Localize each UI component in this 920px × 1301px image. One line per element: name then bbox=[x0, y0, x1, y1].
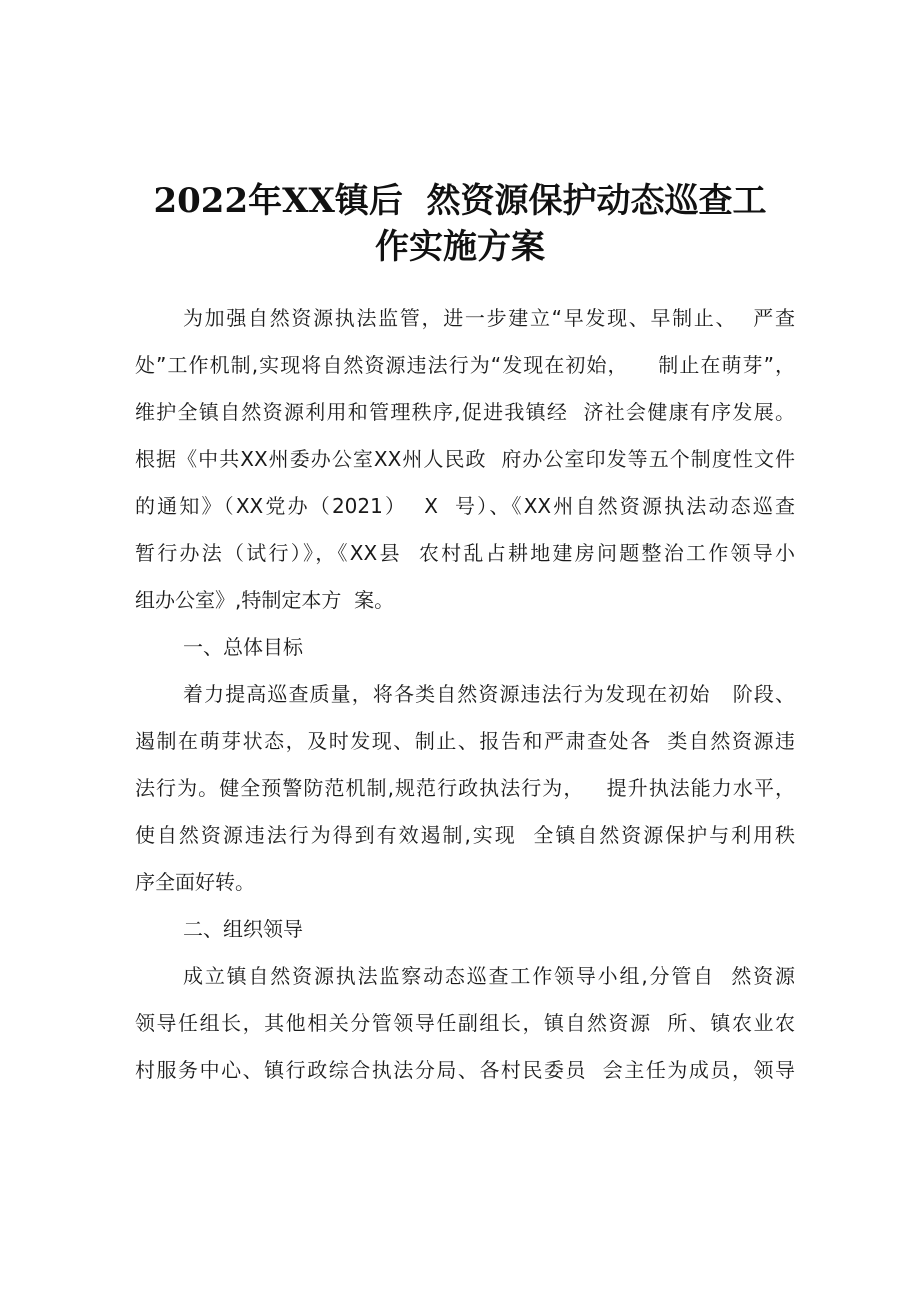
paragraph-line: 序全面好转。 bbox=[135, 870, 255, 894]
paragraph-line: 根据《中共XX州委办公室XX州人民政 府办公室印发等五个制度性文件 bbox=[135, 447, 795, 471]
paragraph-line: 维护全镇自然资源利用和管理秩序,促进我镇经 济社会健康有序发展。 bbox=[135, 400, 795, 424]
document-title bbox=[60, 178, 860, 270]
paragraph-line: 法行为。健全预警防范机制,规范行政执法行为， 提升执法能力水平， bbox=[135, 776, 795, 800]
paragraph-line: 成立镇自然资源执法监察动态巡查工作领导小组,分管自 然资源 bbox=[183, 964, 795, 988]
paragraph-line: 使自然资源违法行为得到有效遏制,实现 全镇自然资源保护与利用秩 bbox=[135, 823, 795, 847]
paragraph-line: 组办公室》,特制定本方 案。 bbox=[135, 588, 395, 612]
paragraph-line: 着力提高巡查质量，将各类自然资源违法行为发现在初始 阶段、 bbox=[183, 682, 795, 706]
paragraph-line: 村服务中心、镇行政综合执法分局、各村民委员 会主任为成员，领导 bbox=[135, 1058, 795, 1082]
paragraph-line: 遏制在萌芽状态，及时发现、制止、报告和严肃查处各 类自然资源违 bbox=[135, 729, 795, 753]
paragraph-line: 暂行办法（试行）》，《XX县 农村乱占耕地建房问题整治工作领导小 bbox=[135, 541, 795, 565]
section-heading: 二、组织领导 bbox=[183, 917, 303, 941]
title-line: 作实施方案 bbox=[375, 227, 545, 267]
paragraph-line: 处”工作机制,实现将自然资源违法行为“发现在初始， 制止在萌芽”， bbox=[135, 353, 795, 377]
section-heading: 一、总体目标 bbox=[183, 635, 303, 659]
paragraph-line: 领导任组长，其他相关分管领导任副组长，镇自然资源 所、镇农业农 bbox=[135, 1011, 795, 1035]
title-line: 2022年XX镇后 然资源保护动态巡查工 bbox=[153, 181, 767, 221]
paragraph-line: 的通知》（XX党办（2021） X 号）、《XX州自然资源执法动态巡查 bbox=[135, 494, 795, 518]
paragraph-line: 为加强自然资源执法监管，进一步建立“早发现、早制止、 严查 bbox=[183, 306, 795, 330]
